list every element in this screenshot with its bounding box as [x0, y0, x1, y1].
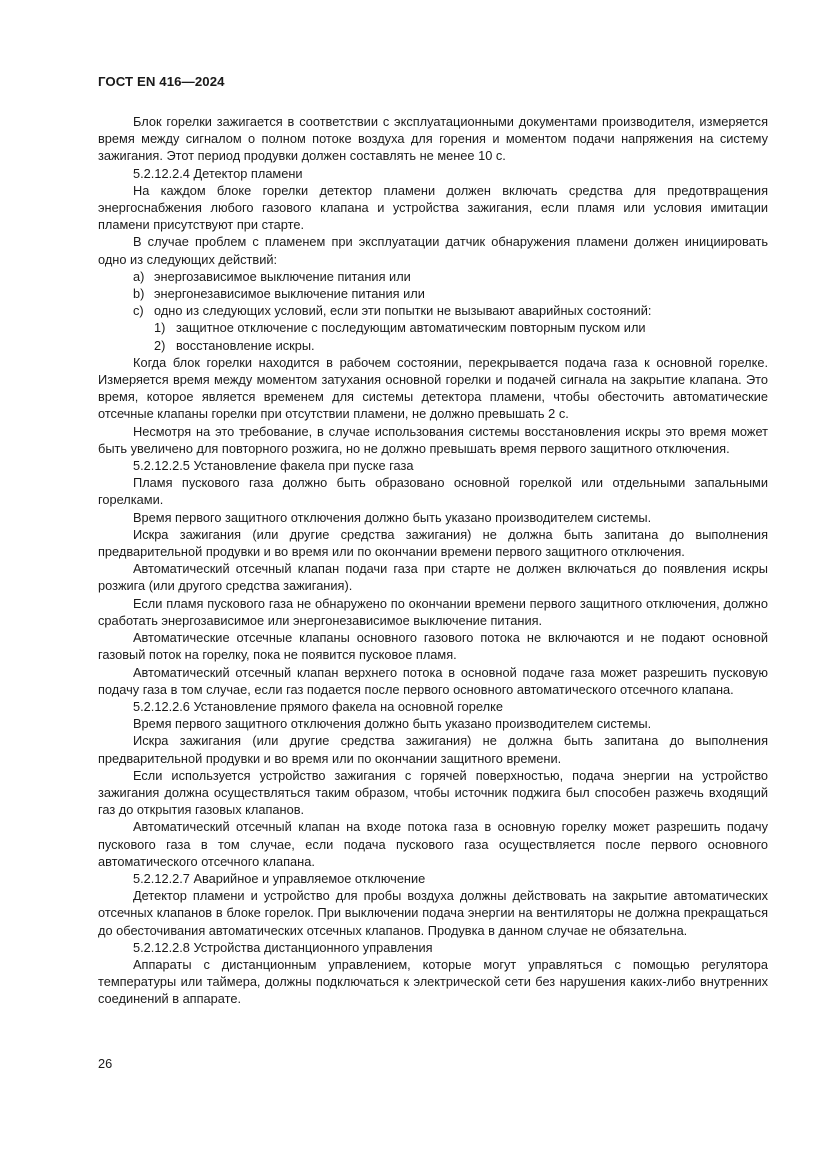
paragraph: Аппараты с дистанционным управлением, которые могут управляться с помощью регулятора температуры или таймера, должны подключаться к электрической сети без нарушения каких-либо внутренних соединений в аппарате.	[98, 956, 768, 1007]
paragraph: Блок горелки зажигается в соответствии с эксплуатационными документами производителя, измеряется время между сигналом о полном потоке воздуха для горения и моментом подачи напряжения на систему зажигания. Этот период продувки должен составлять не менее 10 с.	[98, 114, 768, 164]
section-heading: 5.2.12.2.4 Детектор пламени	[133, 165, 303, 181]
paragraph: Когда блок горелки находится в рабочем состоянии, перекрывается подача газа к основной горелке. Измеряется время между моментом затухания основной горелки и подачей сигнала на закрытие клапана. Это время, которое является временем для системы детектора пламени, чтобы обесточить автоматические отсечные клапаны горелки при отсутствии пламени, не должно превышать 2 с.	[98, 354, 768, 422]
list-marker: 2)	[154, 337, 166, 353]
sub-list-item	[98, 319, 768, 336]
list-marker: 1)	[154, 320, 166, 336]
page-number: 26	[98, 1056, 113, 1071]
list-item-text: защитное отключение с последующим автоматическим повторным пуском или	[176, 320, 646, 336]
list-item-text: энергонезависимое выключение питания или	[154, 286, 425, 302]
paragraph: Если используется устройство зажигания с горячей поверхностью, подача энергии на устройство зажигания должна осуществляться таким образом, чтобы источник поджига был способен разжечь входящий газ до открытия газовых клапанов.	[98, 767, 768, 818]
list-item-text: одно из следующих условий, если эти попытки не вызывают аварийных состояний:	[154, 303, 652, 319]
paragraph: Пламя пускового газа должно быть образовано основной горелкой или отдельными запальными горелками.	[98, 475, 768, 508]
list-marker: c)	[133, 303, 144, 319]
paragraph: Искра зажигания (или другие средства зажигания) не должна быть запитана до выполнения предварительной продувки и во время или по окончании времени первого защитного отключения.	[98, 526, 768, 560]
paragraph: Детектор пламени и устройство для пробы воздуха должны действовать на закрытие автоматических отсечных клапанов в блоке горелок. При выключении подача энергии на вентиляторы не должна прекращаться до обесточивания автоматических отсечных клапанов. Продувка в данном случае не обязательна.	[98, 888, 768, 938]
section-heading: 5.2.12.2.6 Установление прямого факела на основной горелке	[133, 698, 503, 714]
paragraph: Автоматический отсечный клапан подачи газа при старте не должен включаться до появления искры розжига (или другого средства зажигания).	[98, 561, 768, 594]
paragraph: Автоматический отсечный клапан на входе потока газа в основную горелку может разрешить подачу пускового газа в том случае, если подача пускового газа осуществляется после первого основного автоматического отсечного клапана.	[98, 819, 768, 869]
section-heading: 5.2.12.2.8 Устройства дистанционного управления	[133, 939, 433, 955]
document-page	[98, 0, 768, 1169]
list-item	[98, 285, 768, 302]
list-item-text: энергозависимое выключение питания или	[154, 268, 411, 284]
paragraph: Искра зажигания (или другие средства зажигания) не должна быть запитана до выполнения предварительной продувки и во время или по окончании защитного времени.	[98, 733, 768, 766]
list-item-text: восстановление искры.	[176, 337, 315, 353]
paragraph: Автоматический отсечный клапан верхнего потока в основной подаче газа может разрешить пусковую подачу газа в том случае, если газ подается после первого основного автоматического отсечного клапана.	[98, 664, 768, 697]
paragraph: Время первого защитного отключения должно быть указано производителем системы.	[133, 716, 652, 732]
paragraph: В случае проблем с пламенем при эксплуатации датчик обнаружения пламени должен инициировать одно из следующих действий:	[98, 234, 768, 267]
list-item	[98, 268, 768, 285]
paragraph: Если пламя пускового газа не обнаружено по окончании времени первого защитного отключения, должно сработать энергозависимое или энергонезависимое выключение питания.	[98, 595, 768, 628]
paragraph: Несмотря на это требование, в случае использования системы восстановления искры это время может быть увеличено для повторного розжига, но не должно превышать время первого защитного отключения.	[98, 423, 768, 456]
list-marker: a)	[133, 268, 145, 284]
paragraph: Автоматические отсечные клапаны основного газового потока не включаются и не подают основной газовый поток на горелку, пока не появится пусковое пламя.	[98, 630, 768, 663]
list-marker: b)	[133, 286, 145, 302]
section-heading: 5.2.12.2.5 Установление факела при пуске газа	[133, 458, 414, 474]
document-header: ГОСТ EN 416—2024	[98, 74, 225, 89]
list-item	[98, 302, 768, 319]
document-body	[98, 113, 768, 1008]
sub-list-item	[98, 337, 768, 354]
paragraph: На каждом блоке горелки детектор пламени должен включать средства для предотвращения энергоснабжения любого газового клапана и устройства зажигания, если пламя или условия имитации пламени присутствуют при старте.	[98, 182, 768, 233]
paragraph: Время первого защитного отключения должно быть указано производителем системы.	[133, 509, 652, 525]
section-heading: 5.2.12.2.7 Аварийное и управляемое отключение	[133, 870, 426, 886]
